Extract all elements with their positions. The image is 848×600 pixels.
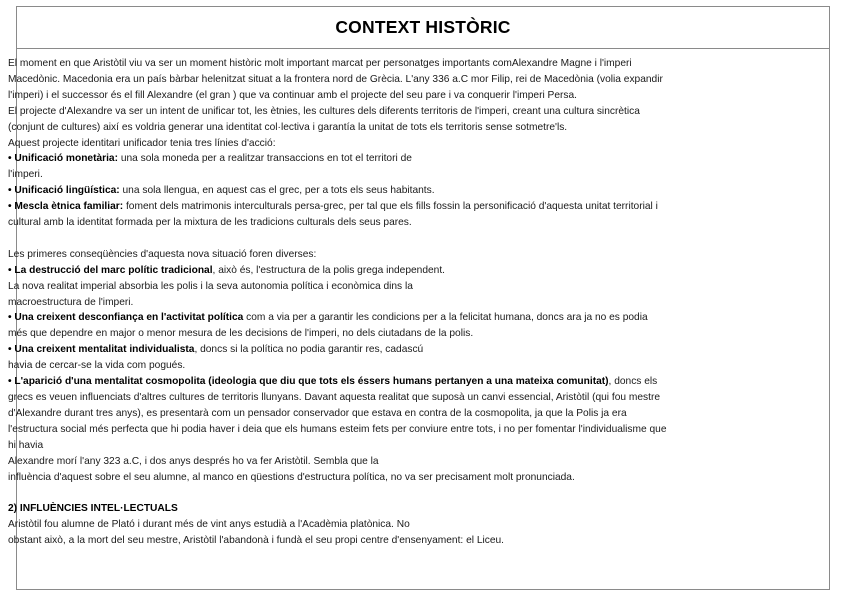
bullet-text: una sola moneda per a realitzar transaccions en tot el territori de [118,153,412,165]
paragraph-gap [8,231,806,247]
intro-line: l'imperi) i el successor és el fill Alexandre (el gran ) que va continuar amb el projecte del seu pare i va conquerir l'imperi Persa. [8,89,577,101]
section-line: obstant això, a la mort del seu mestre, Aristòtil l'abandonà i fundà el seu propi centre d'ensenyament: el Liceu. [8,535,505,547]
consequence-line: grecs es veuen influenciats d'altres cultures de territoris llunyans. Davant aquesta realitat que suposà un canvi essencial, Aristòtil (qui fou mestre [8,392,661,404]
consequence-label: • Una creixent mentalitat individualista [8,344,195,356]
bullet-label: • Mescla ètnica familiar: [8,201,124,213]
bullet-linguistic [8,183,806,199]
consequence-line: Alexandre morí l'any 323 a.C, i dos anys després ho va fer Aristòtil. Sembla que la [8,455,379,467]
consequence-line: hi havia [8,439,44,451]
bullet-text: una sola llengua, en aquest cas el grec, per a tots els seus habitants. [119,185,435,197]
consequence-item [8,263,806,279]
consequence-text: , això és, l'estructura de la polis grega independent. [212,264,445,276]
section-heading [8,501,806,517]
consequence-line: La nova realitat imperial absorbia les polis i la seva autonomia política i econòmica dins la [8,280,413,292]
consequence-label: • La destrucció del marc polític tradicional [8,264,213,276]
consequence-text: com a via per a garantir les condicions per a la felicitat humana, doncs ara ja no es podia [243,312,648,324]
consequence-line: d'Alexandre durant tres anys), es presentarà com un pensador conservador que estava en contra de la cosmopolita, ja que la Polis ja era [8,407,627,419]
consequence-item [8,342,806,358]
section-line: Aristòtil fou alumne de Plató i durant més de vint anys estudià a l'Acadèmia platònica. No [8,519,410,531]
intro-line: (conjunt de cultures) així es voldria generar una identitat col·lectiva i garantía la unitat de tots els territoris sense sotmetre'ls. [8,121,568,133]
bullet-continuation: cultural amb la identitat formada per la mixtura de les tradicions culturals dels seus pares. [8,217,412,229]
consequence-item [8,374,806,390]
consequence-line: l'estructura social més perfecta que hi podia haver i deia que els humans esteim fets per conviure entre tots, i no per fomentar l'individualisme que [8,423,667,435]
consequence-label: • Una creixent desconfiança en l'activitat política [8,312,244,324]
consequence-text: , doncs els [608,376,658,388]
consequence-item [8,310,806,326]
consequence-line: influència d'aquest sobre el seu alumne, al manco en qüestions d'estructura política, no va ser precisament molt pronunciada. [8,471,575,483]
intro-line: Macedònic. Macedonia era un país bàrbar helenitzat situat a la frontera nord de Grècia. L'any 336 a.C mor Filip, rei de Macedònia (volia expandir [8,73,663,85]
bullet-text: foment dels matrimonis interculturals persa-grec, per tal que els fills fossin la personificació d'aquesta unitat territorial i [123,201,658,213]
consequence-line: més que dependre en major o menor mesura de les decisions de l'imperi, no dels ciutadans de la polis. [8,328,474,340]
consequence-label: • L'aparició d'una mentalitat cosmopolita (ideologia que diu que tots els éssers humans pertanyen a una mateixa comunitat) [8,376,609,388]
intro-line: Aquest projecte identitari unificador tenia tres línies d'acció: [8,137,276,149]
paragraph-gap [8,485,806,501]
bullet-label: • Unificació lingüística: [8,185,120,197]
section-heading-text: 2) INFLUÈNCIES INTEL·LECTUALS [8,503,178,515]
consequence-line: macroestructura de l'imperi. [8,296,134,308]
consequence-text: , doncs si la política no podia garantir res, cadascú [194,344,424,356]
intro-line: El moment en que Aristòtil viu va ser un moment històric molt important marcat per personatges importants comAlexandre Magne i l'imperi [8,58,632,69]
bullet-continuation: l'imperi. [8,169,43,181]
intro-line: El projecte d'Alexandre va ser un intent de unificar tot, les ètnies, les cultures dels diferents territoris de l'imperi, creant una cultura sincrètica [8,105,640,117]
bullet-ethnic [8,199,806,215]
consequences-intro: Les primeres conseqüències d'aquesta nova situació foren diverses: [8,248,317,260]
page-title: CONTEXT HISTÒRIC [335,17,511,37]
title-box [17,7,829,49]
consequence-line: havia de cercar-se la vida com pogués. [8,360,186,372]
bullet-label: • Unificació monetària: [8,153,118,165]
document-body [8,56,806,549]
bullet-monetary [8,151,806,167]
